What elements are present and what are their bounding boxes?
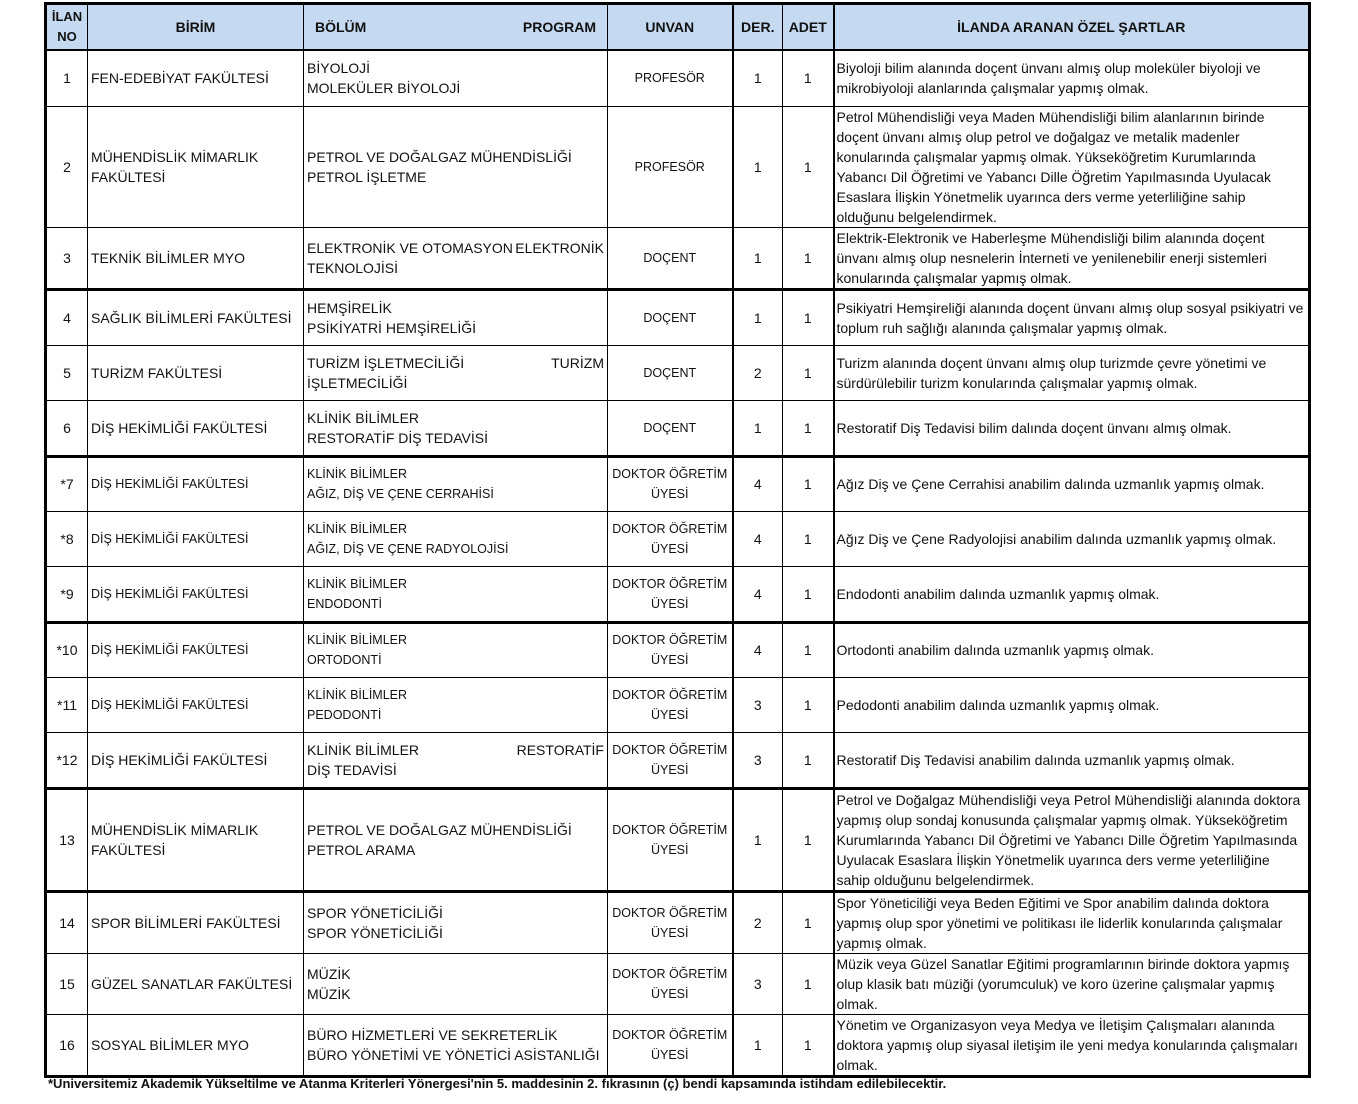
ilan-no: 5 [46,345,88,400]
bolum: KLİNİK BİLİMLER [307,467,408,481]
unvan-line1: DOKTOR ÖĞRETİM [612,633,728,647]
unvan-line2: ÜYESİ [650,707,689,722]
unvan [608,891,733,953]
header-bolum-program [304,4,608,51]
birim: DİŞ HEKİMLİĞİ FAKÜLTESİ [88,511,304,566]
program-part2: DİŞ TEDAVİSİ [307,761,397,778]
bolum: TURİZM İŞLETMECİLİĞİ [307,354,465,371]
ozel-sartlar: Endodonti anabilim dalında uzmanlık yapmış olmak. [834,566,1310,622]
bolum: SPOR YÖNETİCİLİĞİ [307,904,443,921]
unvan-line1: DOKTOR ÖĞRETİM [612,966,728,981]
ilan-no: *11 [46,677,88,732]
program: SPOR YÖNETİCİLİĞİ [307,924,443,941]
derece: 1 [733,106,783,227]
adet: 1 [783,622,834,677]
derece: 3 [733,732,783,788]
header-birim: BİRİM [88,4,304,51]
derece: 1 [733,227,783,289]
header-ilan-no [46,4,88,51]
bolum: KLİNİK BİLİMLER [307,576,408,591]
program: MOLEKÜLER BİYOLOJİ [307,80,461,97]
ilan-no: 14 [46,891,88,953]
derece: 4 [733,622,783,677]
bolum: KLİNİK BİLİMLER [307,409,420,426]
bolum-program [304,566,608,622]
header-ilan-no-line2: NO [57,29,77,44]
program: AĞIZ, DİŞ VE ÇENE CERRAHİSİ [307,487,494,501]
birim: DİŞ HEKİMLİĞİ FAKÜLTESİ [88,456,304,511]
ilan-no: *7 [46,456,88,511]
adet: 1 [783,289,834,345]
bolum-program [304,511,608,566]
bolum: KLİNİK BİLİMLER [307,633,408,647]
adet: 1 [783,732,834,788]
derece: 3 [733,677,783,732]
ozel-sartlar: Ağız Diş ve Çene Radyolojisi anabilim dalında uzmanlık yapmış olmak. [834,511,1310,566]
bolum-program [304,953,608,1014]
unvan: DOÇENT [608,227,733,289]
bolum-program [304,50,608,106]
header-unvan: UNVAN [608,4,733,51]
header-adet: ADET [783,4,834,51]
bolum-program [304,345,608,400]
adet: 1 [783,511,834,566]
unvan: DOÇENT [608,400,733,456]
birim: DİŞ HEKİMLİĞİ FAKÜLTESİ [88,677,304,732]
ozel-sartlar: Petrol ve Doğalgaz Mühendisliği veya Petrol Mühendisliği alanında doktora yapmış olup sondaj konusunda çalışmalar yapmış olmak. Yükseköğretim Kurumlarında Yabancı Dil Öğretimi ve Yabancı Dille Öğretim Yapılmasında Uyulacak Esaslara İlişkin Yönetmelik uyarınca ders verme yeterliliğine sahip olduğunu belgelendirmek. [834,788,1310,891]
derece: 4 [733,511,783,566]
program: RESTORATİF DİŞ TEDAVİSİ [307,429,488,446]
bolum-program [304,227,608,289]
unvan-line1: DOKTOR ÖĞRETİM [612,822,728,837]
birim: SAĞLIK BİLİMLERİ FAKÜLTESİ [88,289,304,345]
unvan-line2: ÜYESİ [650,842,689,857]
ilan-no: 6 [46,400,88,456]
unvan-line1: DOKTOR ÖĞRETİM [612,687,728,702]
footnote: *Üniversitemiz Akademik Yükseltilme ve Atanma Kriterleri Yönergesi'nin 5. maddesinin 2. fıkrasının (ç) bendi kapsamında istihdam edilebilecektir. [48,1076,947,1091]
table-row [46,511,1310,566]
adet: 1 [783,1014,834,1076]
table-row [46,106,1310,227]
ilan-no: 15 [46,953,88,1014]
program: PEDODONTİ [307,707,382,722]
ozel-sartlar: Ortodonti anabilim dalında uzmanlık yapmış olmak. [834,622,1310,677]
table-row [46,400,1310,456]
table-row [46,50,1310,106]
program-part1: ELEKTRONİK [515,239,604,256]
unvan-line2: ÜYESİ [650,986,689,1001]
ilan-no: 2 [46,106,88,227]
program-part2: İŞLETMECİLİĞİ [307,374,408,391]
birim: DİŞ HEKİMLİĞİ FAKÜLTESİ [88,566,304,622]
bolum: HEMŞİRELİK [307,299,392,316]
ozel-sartlar: Petrol Mühendisliği veya Maden Mühendisliği bilim alanlarının birinde doçent ünvanı almış olup petrol ve doğalgaz ve metalik madenler konularında çalışmalar yapmış olmak. Yükseköğretim Kurumlarında Yabancı Dil Öğretimi ve Yabancı Dille Öğretim Yapılmasında Uyulacak Esaslara İlişkin Yönetmelik uyarınca ders verme yeterliliğine sahip olduğunu belgelendirmek. [834,106,1310,227]
unvan-line2: ÜYESİ [650,487,689,501]
adet: 1 [783,106,834,227]
table-row [46,953,1310,1014]
program: PETROL ARAMA [307,841,416,858]
ozel-sartlar: Yönetim ve Organizasyon veya Medya ve İletişim Çalışmaları alanında doktora yapmış olup siyasal iletişim ile yeni medya konularında çalışmaları olmak. [834,1014,1310,1076]
adet: 1 [783,400,834,456]
bolum: ELEKTRONİK VE OTOMASYON [307,239,513,256]
bolum-program [304,891,608,953]
bolum: PETROL VE DOĞALGAZ MÜHENDİSLİĞİ [307,148,572,165]
program: MÜZİK [307,985,351,1002]
derece: 2 [733,891,783,953]
ozel-sartlar: Biyoloji bilim alanında doçent ünvanı almış olup moleküler biyoloji ve mikrobiyoloji alanlarında çalışmalar yapmış olmak. [834,50,1310,106]
unvan-line1: DOKTOR ÖĞRETİM [612,467,728,481]
birim: MÜHENDİSLİK MİMARLIK FAKÜLTESİ [88,788,304,891]
unvan-line1: DOKTOR ÖĞRETİM [612,742,728,757]
unvan-line2: ÜYESİ [650,1047,689,1062]
adet: 1 [783,227,834,289]
bolum: KLİNİK BİLİMLER [307,741,420,758]
program: BÜRO YÖNETİMİ VE YÖNETİCİ ASİSTANLIĞI [307,1046,600,1063]
birim: GÜZEL SANATLAR FAKÜLTESİ [88,953,304,1014]
ozel-sartlar: Ağız Diş ve Çene Cerrahisi anabilim dalında uzmanlık yapmış olmak. [834,456,1310,511]
ozel-sartlar: Restoratif Diş Tedavisi anabilim dalında uzmanlık yapmış olmak. [834,732,1310,788]
bolum-program [304,788,608,891]
adet: 1 [783,953,834,1014]
bolum-program [304,1014,608,1076]
unvan [608,953,733,1014]
derece: 1 [733,1014,783,1076]
birim: FEN-EDEBİYAT FAKÜLTESİ [88,50,304,106]
ozel-sartlar: Elektrik-Elektronik ve Haberleşme Mühendisliği bilim alanında doçent ünvanı almış olup nesnelerin İnterneti ve yenilenebilir enerji sistemleri konularında çalışmalar yapmış olmak. [834,227,1310,289]
ilan-no: 4 [46,289,88,345]
header-sartlar: İLANDA ARANAN ÖZEL ŞARTLAR [834,4,1310,51]
ozel-sartlar: Psikiyatri Hemşireliği alanında doçent ünvanı almış olup sosyal psikiyatri ve toplum ruh sağlığı alanında çalışmalar yapmış olmak. [834,289,1310,345]
table-row [46,227,1310,289]
program: PSİKİYATRİ HEMŞİRELİĞİ [307,319,477,336]
unvan [608,732,733,788]
program-part1: TURİZM [551,354,604,371]
table-row [46,1014,1310,1076]
program-part2: TEKNOLOJİSİ [307,259,399,276]
unvan: PROFESÖR [608,106,733,227]
header-ilan-no-line1: İLAN [51,9,83,24]
birim: DİŞ HEKİMLİĞİ FAKÜLTESİ [88,400,304,456]
unvan [608,511,733,566]
unvan: DOÇENT [608,289,733,345]
table-row [46,289,1310,345]
derece: 1 [733,50,783,106]
unvan [608,456,733,511]
adet: 1 [783,345,834,400]
birim: SPOR BİLİMLERİ FAKÜLTESİ [88,891,304,953]
birim: DİŞ HEKİMLİĞİ FAKÜLTESİ [88,622,304,677]
derece: 2 [733,345,783,400]
bolum: KLİNİK BİLİMLER [307,521,408,536]
job-postings-table [44,2,1311,1078]
unvan [608,677,733,732]
unvan-line1: DOKTOR ÖĞRETİM [612,576,728,591]
unvan [608,1014,733,1076]
derece: 1 [733,289,783,345]
derece: 4 [733,456,783,511]
adet: 1 [783,456,834,511]
ilan-no: *8 [46,511,88,566]
ilan-no: 16 [46,1014,88,1076]
program-part1: RESTORATİF [516,741,604,758]
ozel-sartlar: Müzik veya Güzel Sanatlar Eğitimi programlarının birinde doktora yapmış olup klasik batı müziği (yorumculuk) ve koro üzerine çalışmalar yapmış olmak. [834,953,1310,1014]
unvan: PROFESÖR [608,50,733,106]
unvan-line2: ÜYESİ [650,925,689,940]
ilan-no: 3 [46,227,88,289]
bolum: PETROL VE DOĞALGAZ MÜHENDİSLİĞİ [307,821,572,838]
ilan-no: 13 [46,788,88,891]
unvan-line2: ÜYESİ [650,762,689,777]
table-row [46,677,1310,732]
bolum-program [304,289,608,345]
ilan-no: 1 [46,50,88,106]
program: AĞIZ, DİŞ VE ÇENE RADYOLOJİSİ [307,541,509,556]
bolum: MÜZİK [307,965,351,982]
adet: 1 [783,788,834,891]
unvan-line1: DOKTOR ÖĞRETİM [612,1027,728,1042]
ilan-no: *10 [46,622,88,677]
table-row [46,788,1310,891]
program: ENDODONTİ [307,596,382,611]
birim: DİŞ HEKİMLİĞİ FAKÜLTESİ [88,732,304,788]
derece: 4 [733,566,783,622]
unvan-line2: ÜYESİ [650,596,689,611]
bolum-program [304,622,608,677]
birim: SOSYAL BİLİMLER MYO [88,1014,304,1076]
header-derece: DER. [733,4,783,51]
adet: 1 [783,891,834,953]
unvan-line2: ÜYESİ [650,541,689,556]
unvan [608,788,733,891]
unvan [608,566,733,622]
bolum-program [304,677,608,732]
derece: 1 [733,400,783,456]
header-bolum: BÖLÜM [315,19,367,35]
unvan-line1: DOKTOR ÖĞRETİM [612,521,728,536]
derece: 1 [733,788,783,891]
table-row [46,622,1310,677]
adet: 1 [783,566,834,622]
table-row [46,891,1310,953]
ozel-sartlar: Restoratif Diş Tedavisi bilim dalında doçent ünvanı almış olmak. [834,400,1310,456]
derece: 3 [733,953,783,1014]
birim: MÜHENDİSLİK MİMARLIK FAKÜLTESİ [88,106,304,227]
ilan-no: *9 [46,566,88,622]
unvan-line2: ÜYESİ [650,653,689,667]
table-row [46,566,1310,622]
bolum-program [304,106,608,227]
bolum-program [304,456,608,511]
ilan-no: *12 [46,732,88,788]
program: PETROL İŞLETME [307,168,427,185]
ozel-sartlar: Pedodonti anabilim dalında uzmanlık yapmış olmak. [834,677,1310,732]
ozel-sartlar: Spor Yöneticiliği veya Beden Eğitimi ve Spor anabilim dalında doktora yapmış olup spor yönetimi ve politikası ile liderlik konularında çalışmalar yapmış olmak. [834,891,1310,953]
bolum: KLİNİK BİLİMLER [307,687,408,702]
adet: 1 [783,50,834,106]
bolum: BÜRO HİZMETLERİ VE SEKRETERLİK [307,1026,558,1043]
header-program: PROGRAM [522,19,596,35]
birim: TURİZM FAKÜLTESİ [88,345,304,400]
bolum-program [304,400,608,456]
birim: TEKNİK BİLİMLER MYO [88,227,304,289]
program: ORTODONTİ [307,653,382,667]
bolum: BİYOLOJİ [307,60,371,77]
ozel-sartlar: Turizm alanında doçent ünvanı almış olup turizmde çevre yönetimi ve sürdürülebilir turizm konularında çalışmalar yapmış olmak. [834,345,1310,400]
unvan: DOÇENT [608,345,733,400]
unvan [608,622,733,677]
table-header-row [46,4,1310,51]
table-row [46,456,1310,511]
table-row [46,732,1310,788]
adet: 1 [783,677,834,732]
table-row [46,345,1310,400]
unvan-line1: DOKTOR ÖĞRETİM [612,905,728,920]
bolum-program [304,732,608,788]
job-posting-sheet [44,2,1308,1078]
